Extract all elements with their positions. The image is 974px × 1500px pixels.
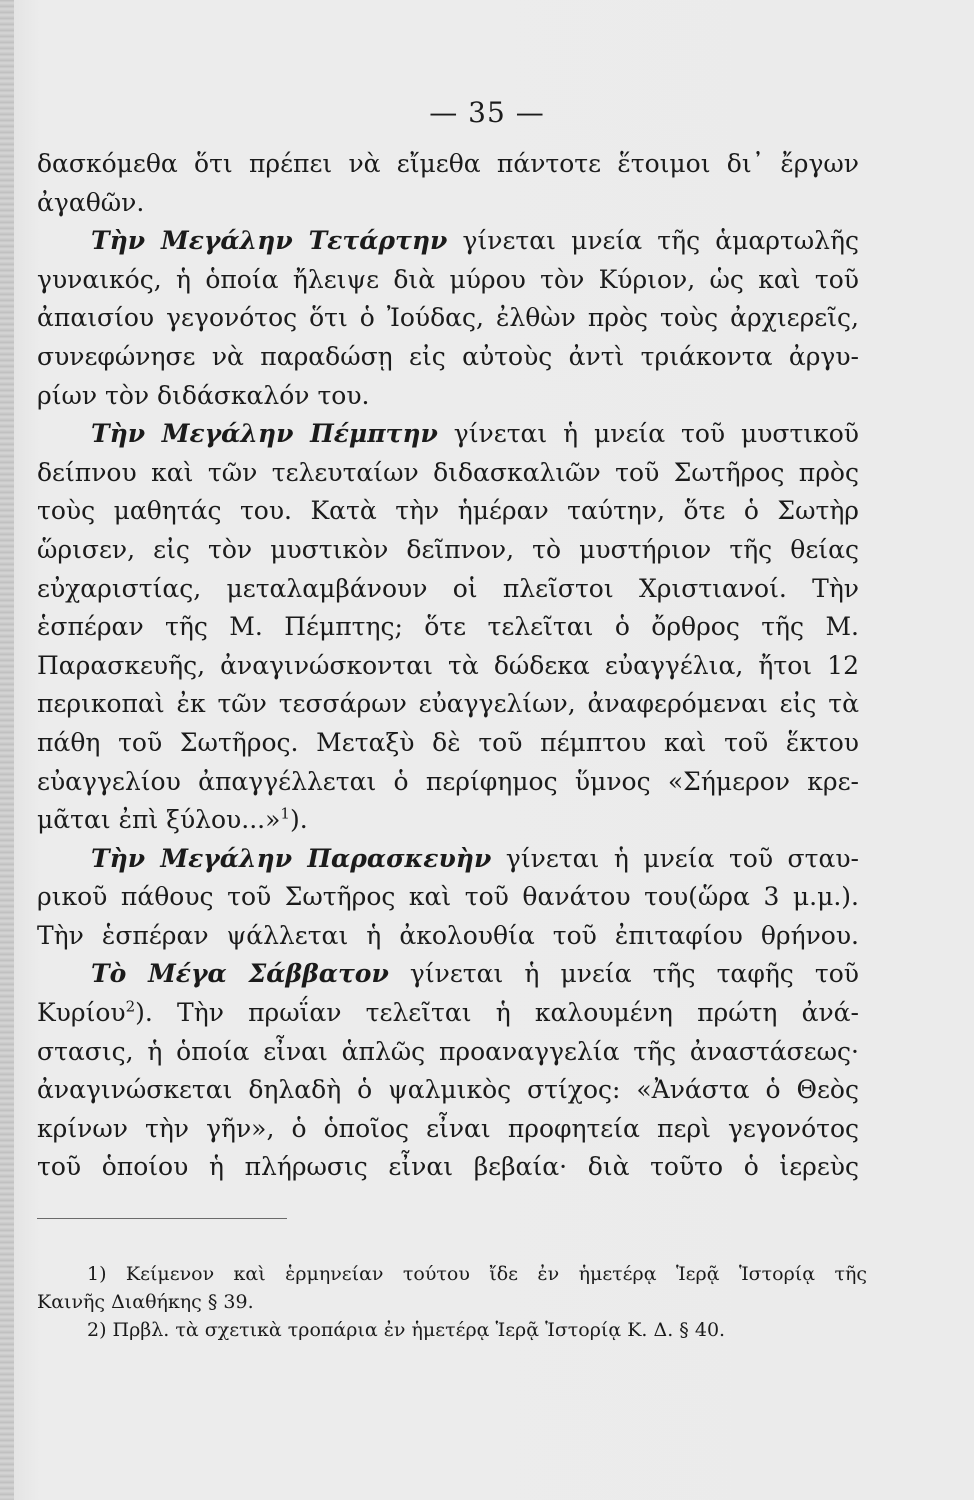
- line-text: Παρασκευῆς, ἀναγινώσκονται τὰ δώδεκα εὐαγγέλια, ἤτοι 12: [37, 650, 859, 680]
- footnote-marker: 1: [280, 804, 290, 823]
- line-text: γίνεται ἡ μνεία τοῦ μυστικοῦ: [437, 419, 859, 449]
- line-text: γυναικός, ἡ ὁποία ἤλειψε διὰ μύρου τὸν Κύριον, ὡς καὶ τοῦ: [37, 264, 859, 294]
- line-text: εὐαγγελίου ἀπαγγέλλεται ὁ περίφημος ὕμνος «Σήμερον κρε-: [37, 766, 859, 796]
- line-text: ἀναγινώσκεται δηλαδὴ ὁ ψαλμικὸς στίχος: «Ἀνάστα ὁ Θεὸς: [37, 1075, 859, 1105]
- text-line: [37, 184, 859, 223]
- line-text: στασις, ἡ ὁποία εἶναι ἁπλῶς προαναγγελία τῆς ἀναστάσεως·: [37, 1036, 859, 1066]
- line-text: Τὴν ἑσπέραν ψάλλεται ἡ ἀκολουθία τοῦ ἐπιταφίου θρήνου.: [37, 920, 859, 950]
- text-line: [37, 724, 859, 763]
- line-text: ἀπαισίου γεγονότος ὅτι ὁ Ἰούδας, ἐλθὼν πρὸς τοὺς ἀρχιερεῖς,: [37, 303, 859, 333]
- text-line: [37, 608, 859, 647]
- line-text-continued: ). Τὴν πρωΐαν τελεῖται ἡ καλουμένη πρώτη ἀνά-: [135, 998, 859, 1028]
- text-line: [37, 917, 859, 956]
- page-number: — 35 —: [429, 96, 545, 129]
- text-line: [37, 299, 859, 338]
- text-line: [37, 878, 859, 917]
- line-text: ἑσπέραν τῆς Μ. Πέμπτης; ὅτε τελεῖται ὁ ὄρθρος τῆς Μ.: [37, 612, 859, 642]
- text-line: [37, 1110, 859, 1149]
- body-text: [37, 145, 859, 1187]
- text-line: [37, 955, 859, 994]
- line-text: δείπνου καὶ τῶν τελευταίων διδασκαλιῶν τοῦ Σωτῆρος πρὸς: [37, 457, 859, 487]
- text-line: [37, 647, 859, 686]
- line-text: Κυρίου: [37, 998, 126, 1028]
- binding-edge: [0, 0, 14, 1500]
- text-line: [37, 994, 859, 1033]
- line-text: γίνεται ἡ μνεία τοῦ σταυ-: [491, 843, 859, 873]
- line-text: ρικοῦ πάθους τοῦ Σωτῆρος καὶ τοῦ θανάτου του(ὥρα 3 μ.μ.).: [37, 882, 859, 912]
- text-line: [37, 570, 859, 609]
- text-line: [37, 1071, 859, 1110]
- text-line: [37, 454, 859, 493]
- section-heading: Τὴν Μεγάλην Τετάρτην: [91, 226, 448, 256]
- line-text: δασκόμεθα ὅτι πρέπει νὰ εἴμεθα πάντοτε ἕτοιμοι δι᾽ ἔργων: [37, 149, 859, 178]
- text-line: [37, 338, 859, 377]
- text-line: [37, 1148, 859, 1187]
- line-text: γίνεται μνεία τῆς ἁμαρτωλῆς: [447, 226, 859, 256]
- line-text: μᾶται ἐπὶ ξύλου...»: [37, 805, 281, 835]
- line-text: κρίνων τὴν γῆν», ὁ ὁποῖος εἶναι προφητεία περὶ γεγονότος: [37, 1113, 859, 1143]
- text-line: [37, 377, 859, 416]
- line-text: συνεφώνησε νὰ παραδώσῃ εἰς αὐτοὺς ἀντὶ τριάκοντα ἀργυ-: [37, 341, 859, 371]
- line-text: ὥρισεν, εἰς τὸν μυστικὸν δεῖπνον, τὸ μυστήριον τῆς θείας: [37, 534, 859, 564]
- text-line: [37, 415, 859, 454]
- footnote-line: 1) Κείμενον καὶ ἑρμηνείαν τούτου ἴδε ἐν ἡμετέρᾳ Ἱερᾷ Ἱστορίᾳ τῆς: [87, 1263, 867, 1285]
- text-line: [37, 763, 859, 802]
- text-line: [37, 801, 859, 840]
- line-text: τοῦ ὁποίου ἡ πλήρωσις εἶναι βεβαία· διὰ τοῦτο ὁ ἱερεὺς: [37, 1152, 859, 1182]
- text-line: [37, 1033, 859, 1072]
- line-text: ρίων τὸν διδάσκαλόν του.: [37, 380, 370, 410]
- text-line: [37, 261, 859, 300]
- footnote-separator: [37, 1218, 287, 1219]
- section-heading: Τὸ Μέγα Σάββατον: [91, 959, 389, 989]
- text-line: [37, 840, 859, 879]
- text-line: [37, 531, 859, 570]
- line-text: πάθη τοῦ Σωτῆρος. Μεταξὺ δὲ τοῦ πέμπτου καὶ τοῦ ἕκτου: [37, 727, 859, 757]
- section-heading: Τὴν Μεγάλην Παρασκευὴν: [91, 843, 492, 873]
- footnotes: [37, 1260, 867, 1344]
- footnote-marker: 2: [125, 997, 136, 1016]
- text-line: [37, 222, 859, 261]
- line-text: περικοπαὶ ἐκ τῶν τεσσάρων εὐαγγελίων, ἀναφερόμεναι εἰς τὰ: [37, 689, 859, 719]
- section-heading: Τὴν Μεγάλην Πέμπτην: [91, 419, 438, 449]
- line-text: τοὺς μαθητάς του. Κατὰ τὴν ἡμέραν ταύτην, ὅτε ὁ Σωτὴρ: [37, 496, 859, 526]
- line-text: ἀγαθῶν.: [37, 187, 145, 217]
- text-line: [37, 492, 859, 531]
- line-text: εὐχαριστίας, μεταλαμβάνουν οἱ πλεῖστοι Χριστιανοί. Τὴν: [37, 573, 859, 603]
- footnote-line: 2) Πρβλ. τὰ σχετικὰ τροπάρια ἐν ἡμετέρᾳ Ἱερᾷ Ἱστορίᾳ Κ. Δ. § 40.: [87, 1319, 726, 1341]
- footnote-line: Καινῆς Διαθήκης § 39.: [37, 1291, 254, 1313]
- text-line: [37, 685, 859, 724]
- text-line: [37, 145, 859, 184]
- line-text: γίνεται ἡ μνεία τῆς ταφῆς τοῦ: [388, 959, 859, 989]
- line-text-continued: ).: [289, 805, 308, 835]
